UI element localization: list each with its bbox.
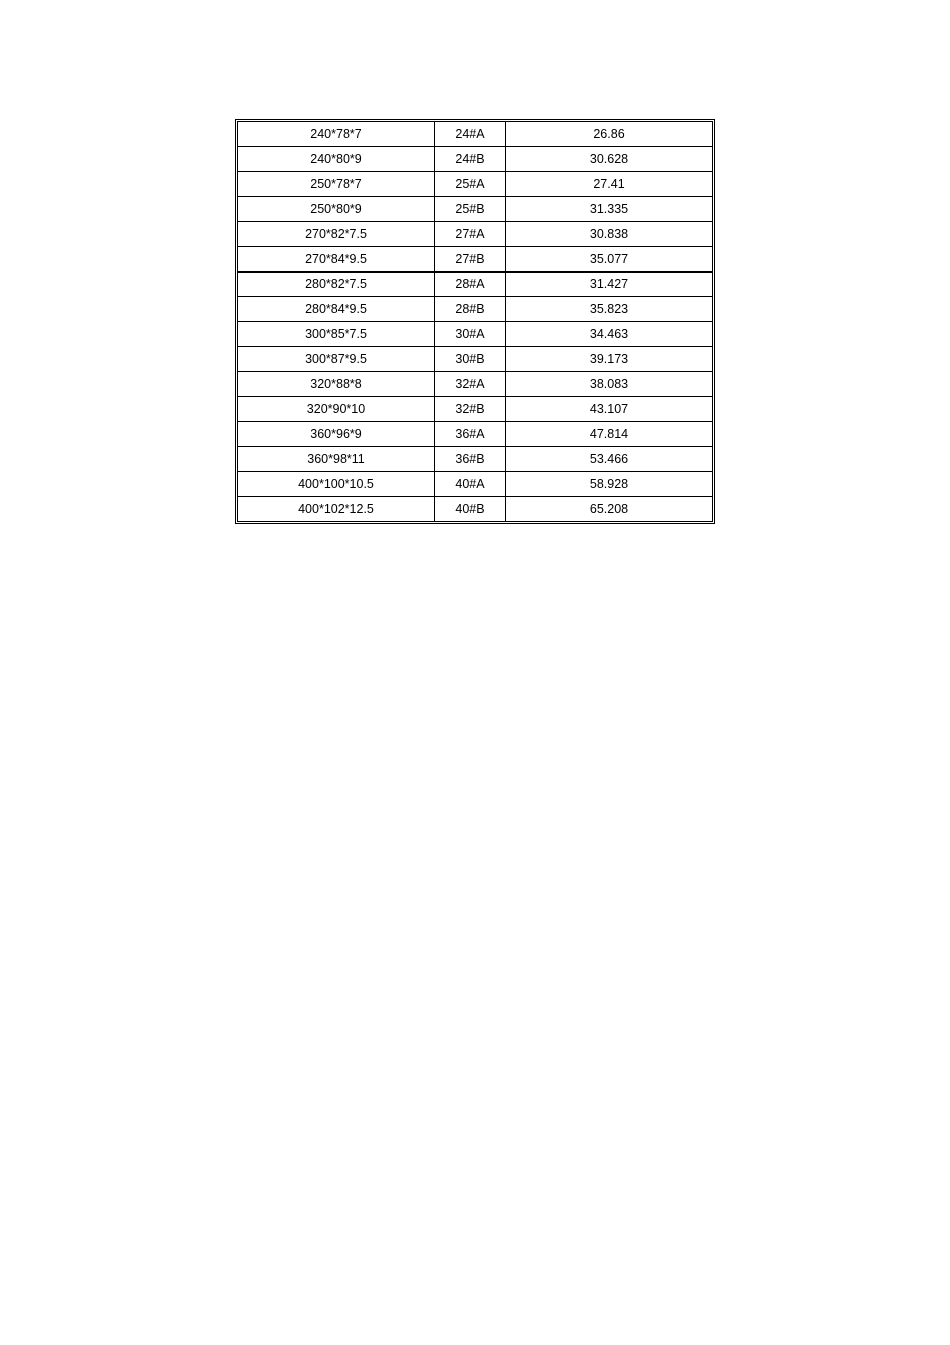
model-cell: 24#B [435,147,506,172]
weight-cell: 31.427 [506,272,713,297]
model-cell: 24#A [435,122,506,147]
size-cell: 250*78*7 [238,172,435,197]
table-row [238,222,713,247]
table-row [238,147,713,172]
size-cell: 240*78*7 [238,122,435,147]
weight-cell: 34.463 [506,322,713,347]
model-cell: 30#B [435,347,506,372]
weight-cell: 39.173 [506,347,713,372]
size-cell: 270*82*7.5 [238,222,435,247]
weight-cell: 30.838 [506,222,713,247]
weight-cell: 31.335 [506,197,713,222]
size-cell: 400*100*10.5 [238,472,435,497]
size-cell: 360*96*9 [238,422,435,447]
table-row [238,272,713,297]
size-cell: 320*90*10 [238,397,435,422]
table-row [238,447,713,472]
size-cell: 280*82*7.5 [238,272,435,297]
table-row [238,497,713,522]
size-cell: 300*85*7.5 [238,322,435,347]
weight-cell: 35.077 [506,247,713,272]
size-cell: 240*80*9 [238,147,435,172]
model-cell: 32#B [435,397,506,422]
table-row [238,322,713,347]
size-cell: 300*87*9.5 [238,347,435,372]
model-cell: 27#A [435,222,506,247]
table-row [238,297,713,322]
size-cell: 320*88*8 [238,372,435,397]
spec-table-body [238,122,713,522]
weight-cell: 58.928 [506,472,713,497]
table-row [238,197,713,222]
model-cell: 30#A [435,322,506,347]
weight-cell: 65.208 [506,497,713,522]
model-cell: 25#A [435,172,506,197]
size-cell: 280*84*9.5 [238,297,435,322]
weight-cell: 26.86 [506,122,713,147]
weight-cell: 43.107 [506,397,713,422]
model-cell: 25#B [435,197,506,222]
weight-cell: 47.814 [506,422,713,447]
spec-table [237,121,713,522]
weight-cell: 53.466 [506,447,713,472]
model-cell: 40#A [435,472,506,497]
model-cell: 40#B [435,497,506,522]
model-cell: 27#B [435,247,506,272]
size-cell: 400*102*12.5 [238,497,435,522]
table-row [238,247,713,272]
weight-cell: 35.823 [506,297,713,322]
model-cell: 28#B [435,297,506,322]
model-cell: 32#A [435,372,506,397]
size-cell: 360*98*11 [238,447,435,472]
table-row [238,472,713,497]
table-row [238,397,713,422]
table-row [238,172,713,197]
weight-cell: 27.41 [506,172,713,197]
table-row [238,422,713,447]
model-cell: 28#A [435,272,506,297]
table-row [238,372,713,397]
spec-table-frame [235,119,715,524]
model-cell: 36#A [435,422,506,447]
size-cell: 250*80*9 [238,197,435,222]
table-row [238,122,713,147]
weight-cell: 30.628 [506,147,713,172]
model-cell: 36#B [435,447,506,472]
table-row [238,347,713,372]
weight-cell: 38.083 [506,372,713,397]
size-cell: 270*84*9.5 [238,247,435,272]
